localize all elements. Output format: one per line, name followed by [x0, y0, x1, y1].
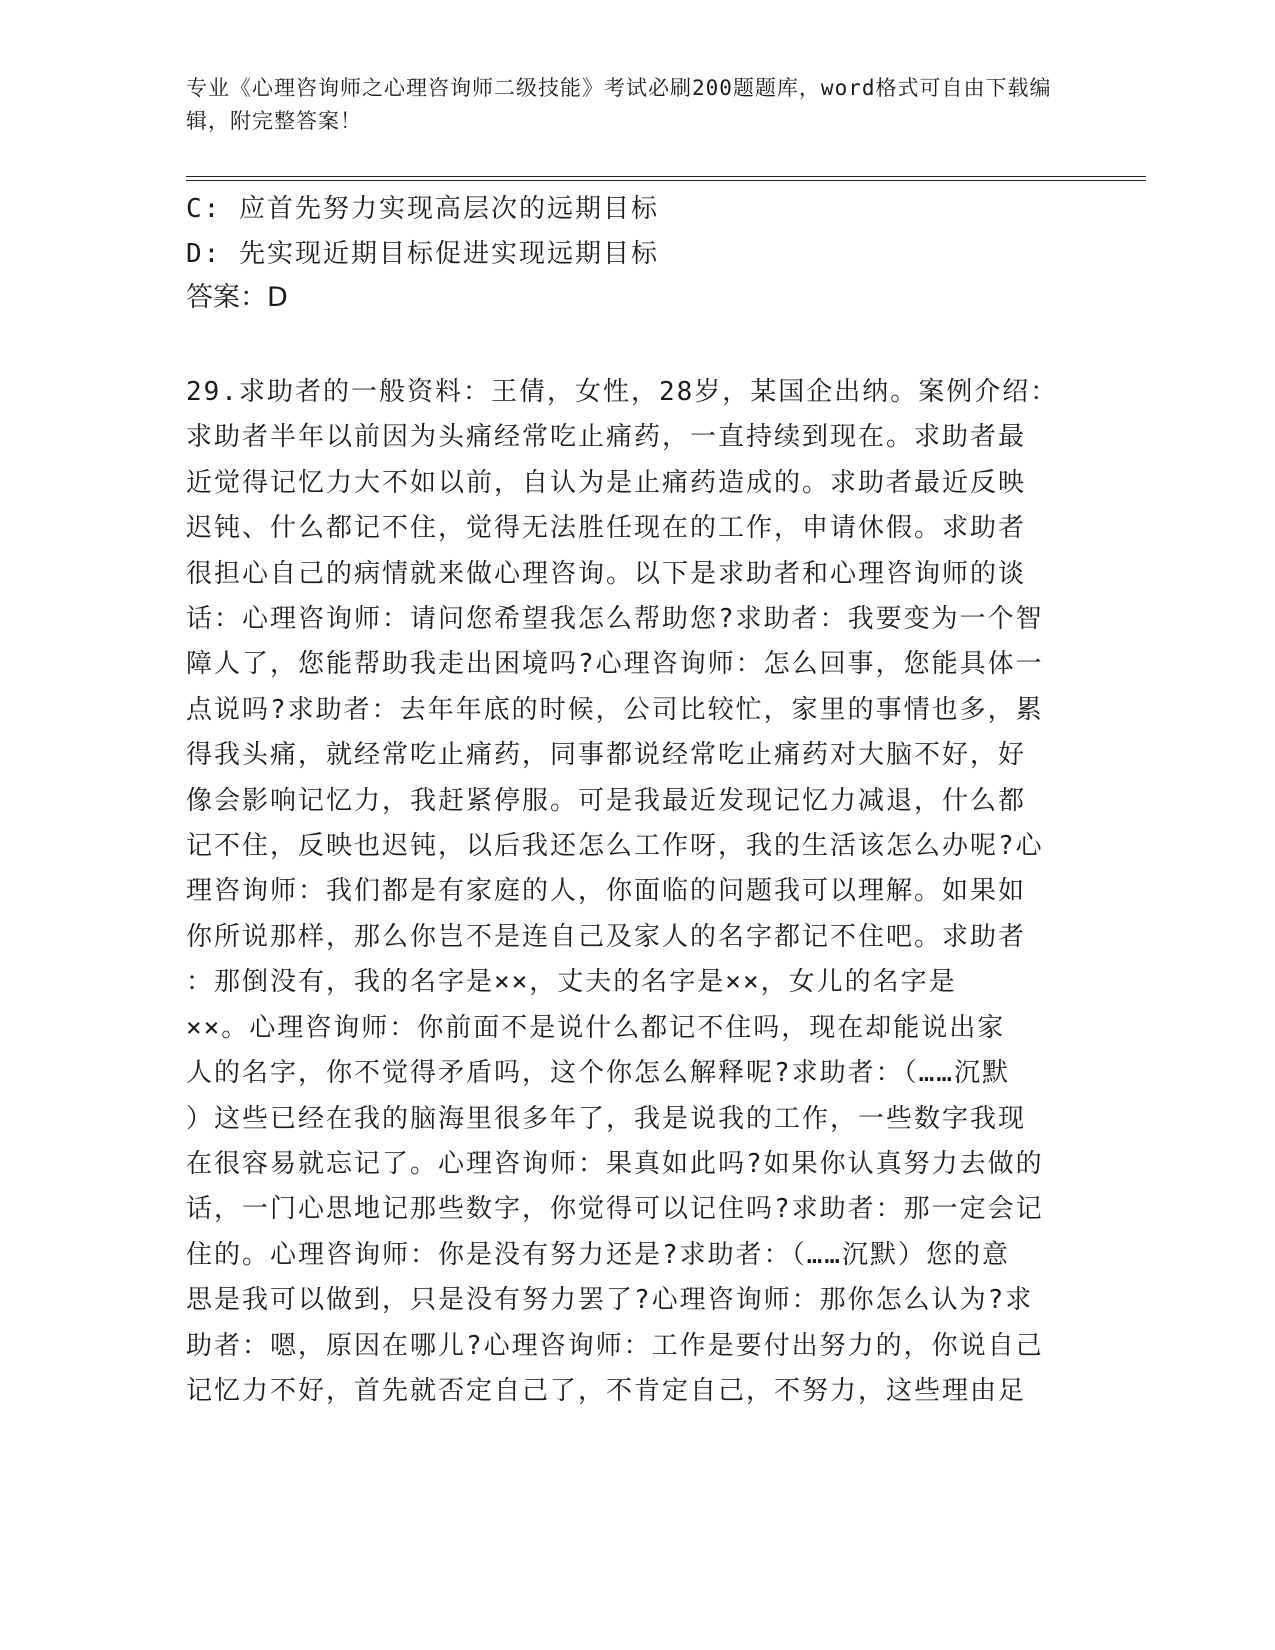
question-line: ××。心理咨询师：你前面不是说什么都记不住吗，现在却能说出家: [186, 1012, 1006, 1043]
question-line: 你所说那样，那么你岂不是连自己及家人的名字都记不住吧。求助者: [186, 921, 1027, 952]
question-line: 话，一门心思地记那些数字，你觉得可以记住吗?求助者：那一定会记: [186, 1194, 1044, 1225]
question-line: 在很容易就忘记了。心理咨询师：果真如此吗?如果你认真努力去做的: [186, 1148, 1044, 1179]
question-line: 求助者半年以前因为头痛经常吃止痛药，一直持续到现在。求助者最: [186, 422, 1027, 453]
question-line: 障人了，您能帮助我走出困境吗?心理咨询师：怎么回事，您能具体一: [186, 649, 1044, 680]
question-line: 像会影响记忆力，我赶紧停服。可是我最近发现记忆力减退，什么都: [186, 785, 1027, 816]
document-header: 专业《心理咨询师之心理咨询师二级技能》考试必刷200题题库，word格式可自由下载编辑，附完整答案！: [186, 76, 1052, 133]
question-line: 人的名字，你不觉得矛盾吗，这个你怎么解释呢?求助者：（……沉默: [186, 1058, 1010, 1089]
question-line: 记忆力不好，首先就否定自己了，不肯定自己，不努力，这些理由足: [186, 1375, 1027, 1406]
question-line: 得我头痛，就经常吃止痛药，同事都说经常吃止痛药对大脑不好，好: [186, 740, 1027, 771]
header-divider-top: [186, 176, 1146, 177]
question-line: 很担心自己的病情就来做心理咨询。以下是求助者和心理咨询师的谈: [186, 558, 1027, 589]
question-line: 话：心理咨询师：请问您希望我怎么帮助您?求助者：我要变为一个智: [186, 604, 1044, 635]
question-line: ：那倒没有，我的名字是××，丈夫的名字是××，女儿的名字是: [186, 967, 957, 998]
question-line: 近觉得记忆力大不如以前，自认为是止痛药造成的。求助者最近反映: [186, 467, 1027, 498]
question-line: 理咨询师：我们都是有家庭的人，你面临的问题我可以理解。如果如: [186, 876, 1027, 907]
question-line: 点说吗?求助者：去年年底的时候，公司比较忙，家里的事情也多，累: [186, 694, 1044, 725]
question-line: 助者：嗯，原因在哪儿?心理咨询师：工作是要付出努力的，你说自己: [186, 1330, 1044, 1361]
question-line: ）这些已经在我的脑海里很多年了，我是说我的工作，一些数字我现: [186, 1103, 1027, 1134]
question-line: 29.求助者的一般资料：王倩，女性，28岁，某国企出纳。案例介绍：: [186, 377, 1059, 407]
option-c: C: 应首先努力实现高层次的远期目标: [186, 194, 659, 224]
answer-label: 答案：D: [186, 282, 288, 313]
question-line: 住的。心理咨询师：你是没有努力还是?求助者：（……沉默）您的意: [186, 1239, 1010, 1270]
question-29-body: [186, 370, 1066, 1414]
header-divider-bottom: [186, 180, 1146, 181]
question-line: 记不住，反映也迟钝，以后我还怎么工作呀，我的生活该怎么办呢?心: [186, 831, 1044, 862]
question-line: 思是我可以做到，只是没有努力罢了?心理咨询师：那你怎么认为?求: [186, 1285, 1034, 1316]
question-line: 迟钝、什么都记不住，觉得无法胜任现在的工作，申请休假。求助者: [186, 513, 1027, 544]
option-d: D: 先实现近期目标促进实现远期目标: [186, 239, 659, 269]
